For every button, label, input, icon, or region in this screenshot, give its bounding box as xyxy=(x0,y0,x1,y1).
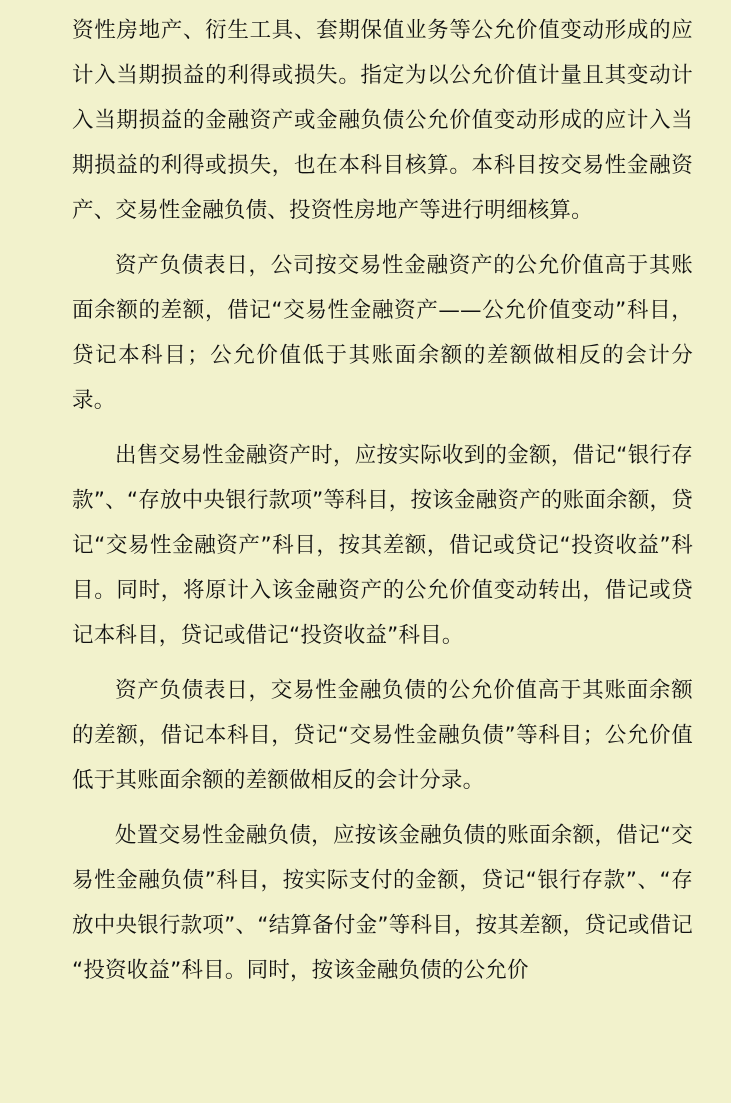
paragraph-5: 处置交易性金融负债，应按该金融负债的账面余额，借记“交易性金融负债”科目，按实际支付的金额，贷记“银行存款”、“存放中央银行款项”、“结算备付金”等科目，按其差额，贷记或借记“投资收益”科目。同时，按该金融负债的公允价 xyxy=(72,823,693,983)
paragraph-2: 资产负债表日，公司按交易性金融资产的公允价值高于其账面余额的差额，借记“交易性金融资产——公允价值变动”科目，贷记本科目；公允价值低于其账面余额的差额做相反的会计分录。 xyxy=(72,253,693,413)
document-body xyxy=(72,8,693,993)
paragraph-1: 资性房地产、衍生工具、套期保值业务等公允价值变动形成的应计入当期损益的利得或损失。指定为以公允价值计量且其变动计入当期损益的金融资产或金融负债公允价值变动形成的应计入当期损益的利得或损失，也在本科目核算。本科目按交易性金融资产、交易性金融负债、投资性房地产等进行明细核算。 xyxy=(72,18,693,223)
paragraph-4: 资产负债表日，交易性金融负债的公允价值高于其账面余额的差额，借记本科目，贷记“交易性金融负债”等科目；公允价值低于其账面余额的差额做相反的会计分录。 xyxy=(72,678,693,793)
paragraph-3: 出售交易性金融资产时，应按实际收到的金额，借记“银行存款”、“存放中央银行款项”等科目，按该金融资产的账面余额，贷记“交易性金融资产”科目，按其差额，借记或贷记“投资收益”科目。同时，将原计入该金融资产的公允价值变动转出，借记或贷记本科目，贷记或借记“投资收益”科目。 xyxy=(72,443,693,648)
